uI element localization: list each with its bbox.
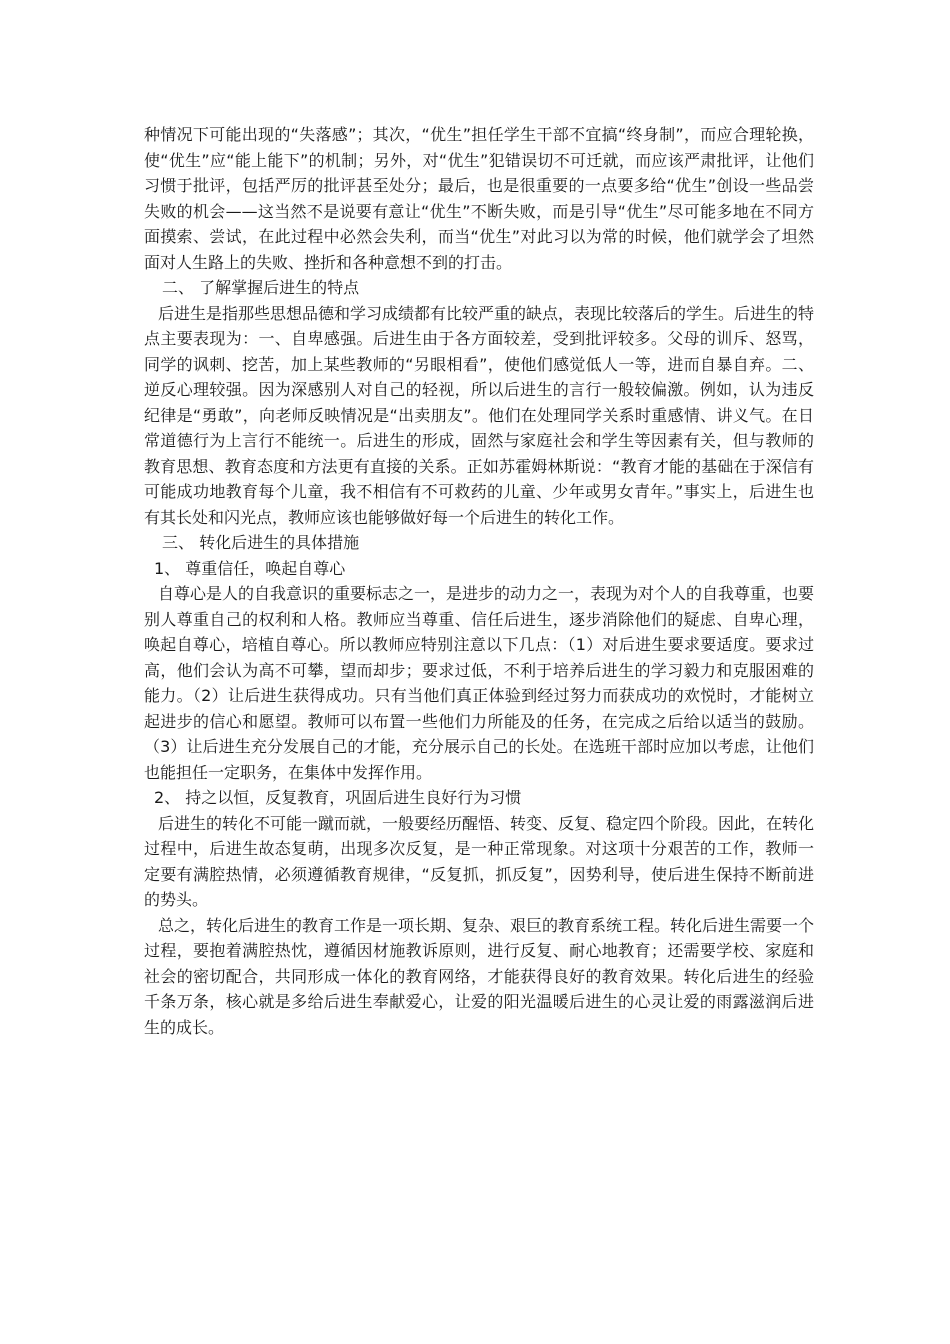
subheading-2: 2、 持之以恒，反复教育，巩固后进生良好行为习惯 — [154, 788, 522, 807]
document-body — [144, 122, 814, 1040]
paragraph-conclusion: 总之，转化后进生的教育工作是一项长期、复杂、艰巨的教育系统工程。转化后进生需要一个过程，要抱着满腔热忱，遵循因材施教诉原则，进行反复、耐心地教育；还需要学校、家庭和社会的密切配合，共同形成一体化的教育网络，才能获得良好的教育效果。转化后进生的经验千条万条，核心就是多给后进生奉献爱心，让爱的阳光温暖后进生的心灵让爱的雨露滋润后进生的成长。 — [144, 915, 815, 1037]
paragraph-persistence: 后进生的转化不可能一蹴而就，一般要经历醒悟、转变、反复、稳定四个阶段。因此，在转化过程中，后进生故态复萌，出现多次反复，是一种正常现象。对这项十分艰苦的工作，教师一定要有满腔热情，必须遵循教育规律，“反复抓，抓反复”，因势利导，使后进生保持不断前进的势头。 — [144, 813, 815, 909]
section-heading-3: 三、 转化后进生的具体措施 — [162, 533, 360, 552]
paragraph-underachiever-traits: 后进生是指那些思想品德和学习成绩都有比较严重的缺点，表现比较落后的学生。后进生的特点主要表现为：一、自卑感强。后进生由于各方面较差，受到批评较多。父母的训斥、怒骂，同学的讽刺、挖苦，加上某些教师的“另眼相看”，使他们感觉低人一等，进而自暴自弃。二、逆反心理较强。因为深感别人对自己的轻视，所以后进生的言行一般较偏激。例如，认为违反纪律是“勇敢”，向老师反映情况是“出卖朋友”。他们在处理同学关系时重感情、讲义气。在日常道德行为上言行不能统一。后进生的形成，固然与家庭社会和学生等因素有关，但与教师的教育思想、教育态度和方法更有直接的关系。正如苏霍姆林斯说：“教育才能的基础在于深信有可能成功地教育每个儿童，我不相信有不可救药的儿童、少年或男女青年。”事实上，后进生也有其长处和闪光点，教师应该也能够做好每一个后进生的转化工作。 — [144, 303, 815, 527]
paragraph-respect-trust: 自尊心是人的自我意识的重要标志之一，是进步的动力之一，表现为对个人的自我尊重，也要别人尊重自己的权利和人格。教师应当尊重、信任后进生，逐步消除他们的疑虑、自卑心理，唤起自尊心，培植自尊心。所以教师应特别注意以下几点：（1）对后进生要求要适度。要求过高，他们会认为高不可攀，望而却步；要求过低，不利于培养后进生的学习毅力和克服困难的能力。（2）让后进生获得成功。只有当他们真正体验到经过努力而获成功的欢悦时，才能树立起进步的信心和愿望。教师可以布置一些他们力所能及的任务，在完成之后给以适当的鼓励。（3）让后进生充分发展自己的才能，充分展示自己的长处。在选班干部时应加以考虑，让他们也能担任一定职务，在集体中发挥作用。 — [144, 584, 815, 782]
paragraph-continuation: 种情况下可能出现的“失落感”；其次，“优生”担任学生干部不宜搞“终身制”，而应合理轮换，使“优生”应“能上能下”的机制；另外，对“优生”犯错误切不可迁就，而应该严肃批评，让他们习惯于批评，包括严厉的批评甚至处分；最后，也是很重要的一点要多给“优生”创设一些品尝失败的机会——这当然不是说要有意让“优生”不断失败，而是引导“优生”尽可能多地在不同方面摸索、尝试，在此过程中必然会失利，而当“优生”对此习以为常的时候，他们就学会了坦然面对人生路上的失败、挫折和各种意想不到的打击。 — [144, 125, 814, 272]
section-heading-2: 二、 了解掌握后进生的特点 — [162, 278, 360, 297]
subheading-1: 1、 尊重信任，唤起自尊心 — [154, 558, 346, 578]
